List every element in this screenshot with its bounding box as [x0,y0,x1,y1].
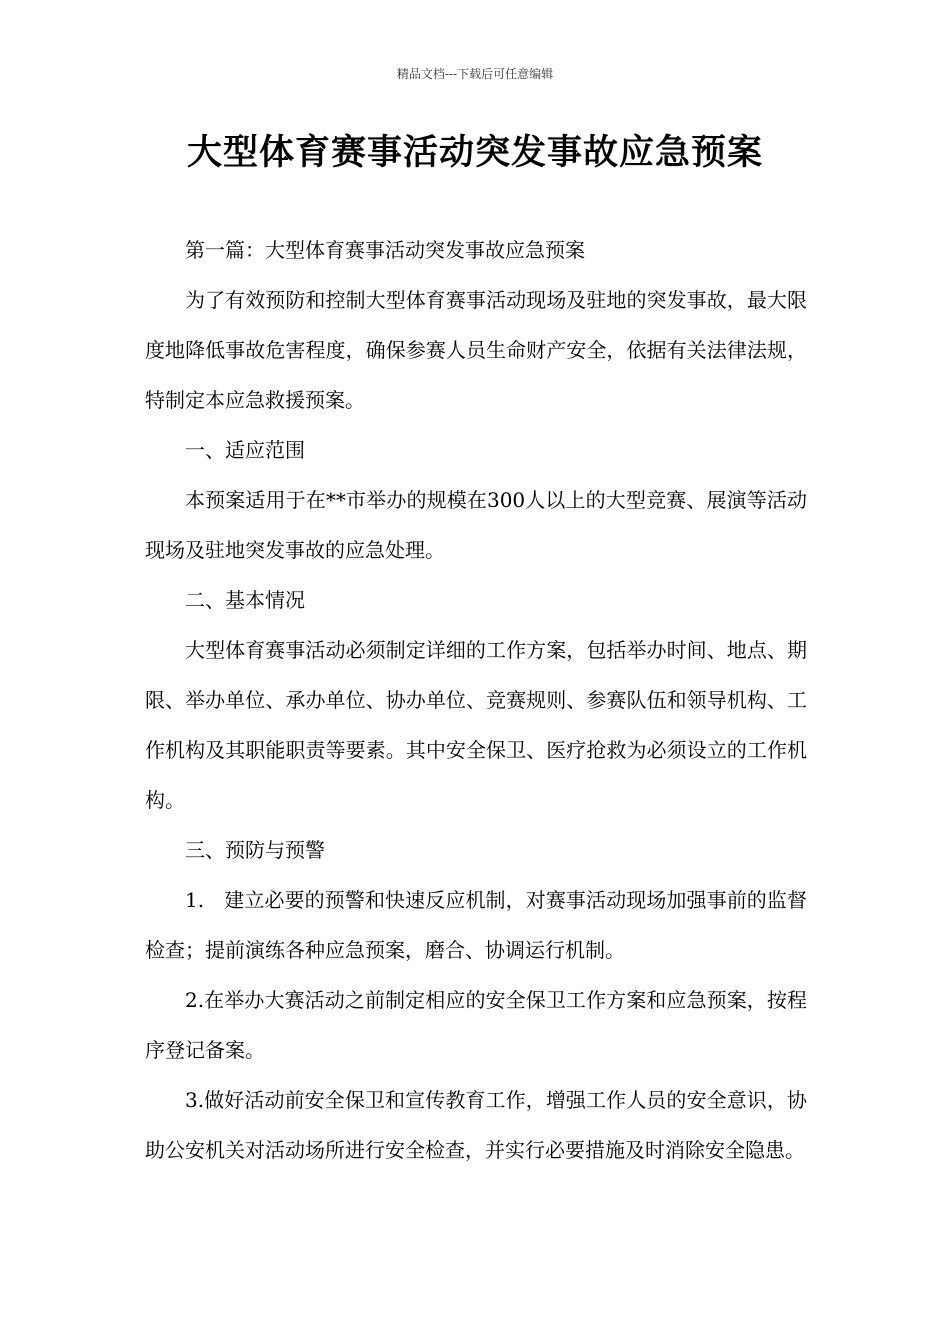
section-heading-part-one: 第一篇：大型体育赛事活动突发事故应急预案 [185,238,585,262]
section-heading-prevention: 三、预防与预警 [185,838,325,862]
document-body [145,225,807,1175]
paragraph-basic-situation: 大型体育赛事活动必须制定详细的工作方案，包括举办时间、地点、期限、举办单位、承办单位、协办单位、竞赛规则、参赛队伍和领导机构、工作机构及其职能职责等要素。其中安全保卫、医疗抢救为必须设立的工作机构。 [145,638,807,812]
list-item-3: 3.做好活动前安全保卫和宣传教育工作，增强工作人员的安全意识，协助公安机关对活动场所进行安全检查，并实行必要措施及时消除安全隐患。 [145,1088,807,1162]
list-item-2: 2.在举办大赛活动之前制定相应的安全保卫工作方案和应急预案，按程序登记备案。 [145,988,807,1062]
document-title: 大型体育赛事活动突发事故应急预案 [186,133,763,173]
section-heading-scope: 一、适应范围 [185,438,305,462]
paragraph-scope: 本预案适用于在**市举办的规模在300人以上的大型竞赛、展演等活动现场及驻地突发事故的应急处理。 [145,488,807,562]
paragraph-purpose: 为了有效预防和控制大型体育赛事活动现场及驻地的突发事故，最大限度地降低事故危害程度，确保参赛人员生命财产安全，依据有关法律法规，特制定本应急救援预案。 [145,288,807,412]
list-item-1: 1. 建立必要的预警和快速反应机制，对赛事活动现场加强事前的监督检查；提前演练各种应急预案，磨合、协调运行机制。 [145,888,807,962]
section-heading-basic-situation: 二、基本情况 [185,588,305,612]
page-header: 精品文档---下载后可任意编辑 [396,67,554,81]
